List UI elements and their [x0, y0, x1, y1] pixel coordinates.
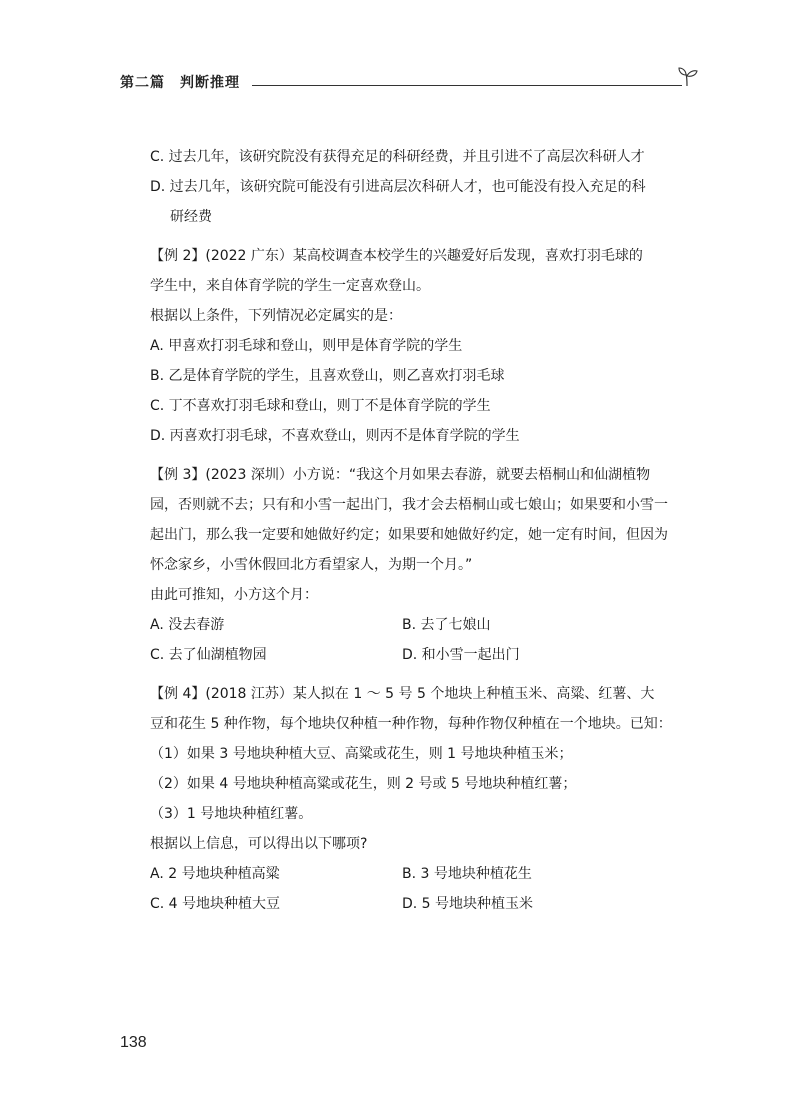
page-content [150, 146, 705, 923]
example-3-option-c: C. 去了仙湖植物园 [150, 647, 267, 663]
prev-option-d: D. 过去几年，该研究院可能没有引进高层次科研人才，也可能没有投入充足的科 [150, 179, 646, 195]
example-3-option-d: D. 和小雪一起出门 [402, 647, 520, 663]
example-4-option-a: A. 2 号地块种植高粱 [150, 866, 280, 882]
example-4-question: 根据以上信息，可以得出以下哪项? [150, 836, 368, 852]
example-3-stem-line-2: 园，否则就不去；只有和小雪一起出门，我才会去梧桐山或七娘山；如果要和小雪一 [150, 497, 668, 513]
header-rule [252, 85, 682, 86]
example-3-stem-line-3: 起出门，那么我一定要和她做好约定；如果要和她做好约定，她一定有时间，但因为 [150, 527, 668, 543]
section-title: 第二篇 判断推理 [120, 75, 240, 91]
page-header [120, 66, 700, 96]
example-4-options-row-1 [150, 863, 705, 886]
example-2-option-a: A. 甲喜欢打羽毛球和登山，则甲是体育学院的学生 [150, 338, 463, 354]
example-4-condition-3: （3）1 号地块种植红薯。 [150, 806, 313, 822]
example-4-option-d: D. 5 号地块种植玉米 [402, 896, 534, 912]
example-2-stem-line-2: 学生中，来自体育学院的学生一定喜欢登山。 [150, 278, 430, 294]
example-4-condition-1: （1）如果 3 号地块种植大豆、高粱或花生，则 1 号地块种植玉米； [150, 746, 573, 762]
example-3-question: 由此可推知，小方这个月： [150, 587, 318, 603]
example-2-option-d: D. 丙喜欢打羽毛球，不喜欢登山，则丙不是体育学院的学生 [150, 428, 520, 444]
example-3-options-row-1 [150, 614, 705, 637]
example-3-stem-line-4: 怀念家乡，小雪休假回北方看望家人，为期一个月。” [150, 557, 473, 573]
prev-option-d-cont: 研经费 [170, 209, 212, 225]
page-number: 138 [120, 1034, 147, 1051]
prev-option-c: C. 过去几年，该研究院没有获得充足的科研经费，并且引进不了高层次科研人才 [150, 149, 645, 165]
example-4-condition-2: （2）如果 4 号地块种植高粱或花生，则 2 号或 5 号地块种植红薯； [150, 776, 577, 792]
example-2-option-b: B. 乙是体育学院的学生，且喜欢登山，则乙喜欢打羽毛球 [150, 368, 505, 384]
example-2-stem-line-1: 【例 2】(2022 广东）某高校调查本校学生的兴趣爱好后发现，喜欢打羽毛球的 [150, 248, 643, 264]
example-4-option-c: C. 4 号地块种植大豆 [150, 896, 281, 912]
example-4-options-row-2 [150, 893, 705, 916]
example-2-option-c: C. 丁不喜欢打羽毛球和登山，则丁不是体育学院的学生 [150, 398, 491, 414]
example-4-stem-line-2: 豆和花生 5 种作物，每个地块仅种植一种作物，每种作物仅种植在一个地块。已知： [150, 716, 672, 732]
example-4-stem-line-1: 【例 4】(2018 江苏）某人拟在 1 ～ 5 号 5 个地块上种植玉米、高粱、红薯、大 [150, 686, 655, 702]
example-4-option-b: B. 3 号地块种植花生 [402, 866, 532, 882]
sprout-icon [674, 64, 700, 90]
example-3-option-b: B. 去了七娘山 [402, 617, 491, 633]
example-3-options-row-2 [150, 644, 705, 667]
example-3-option-a: A. 没去春游 [150, 617, 225, 633]
example-2-question: 根据以上条件，下列情况必定属实的是： [150, 308, 402, 324]
example-3-stem-line-1: 【例 3】(2023 深圳）小方说：“我这个月如果去春游，就要去梧桐山和仙湖植物 [150, 467, 651, 483]
